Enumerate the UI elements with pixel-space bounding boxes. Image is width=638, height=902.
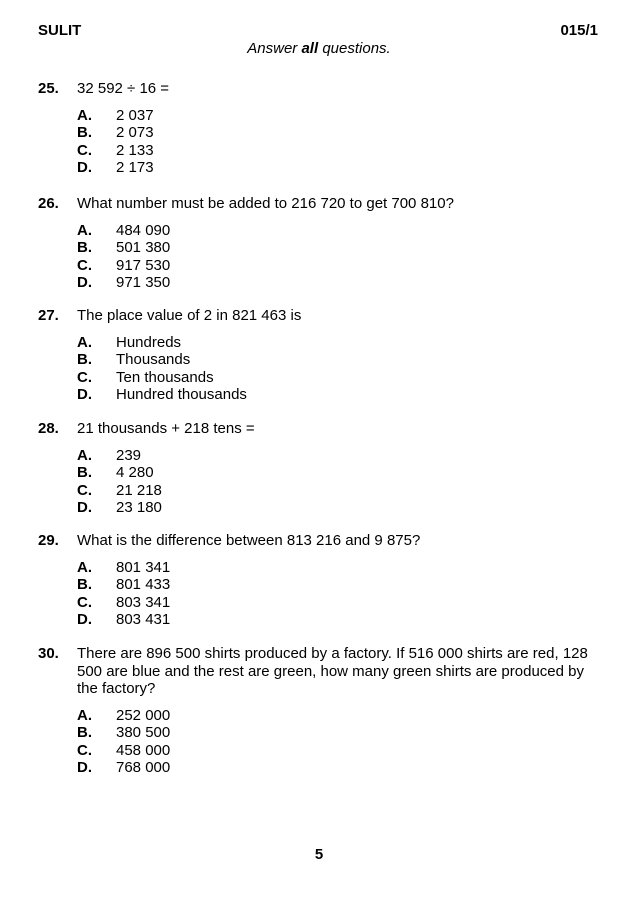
question-25 bbox=[38, 80, 604, 177]
instruction-bold: all bbox=[301, 40, 319, 57]
question-number: 26. bbox=[38, 195, 59, 212]
question-30 bbox=[38, 645, 604, 777]
option-a[interactable]: A. 239 bbox=[77, 446, 142, 464]
question-text: What number must be added to 216 720 to get 700 810? bbox=[77, 195, 454, 212]
option-c[interactable]: C. 21 218 bbox=[77, 481, 162, 499]
header-paper-code: 015/1 bbox=[560, 22, 598, 39]
options-list bbox=[77, 707, 604, 777]
question-29 bbox=[38, 532, 604, 629]
option-a[interactable]: A. 801 341 bbox=[77, 558, 171, 576]
question-number: 28. bbox=[38, 420, 59, 437]
option-b[interactable]: B. 4 280 bbox=[77, 464, 154, 481]
question-text: There are 896 500 shirts produced by a factory. If 516 000 shirts are red, 128 500 are blue and the rest are green, how many green shirts are produced by the factory? bbox=[77, 645, 588, 697]
options-list bbox=[77, 559, 604, 629]
options-list bbox=[77, 334, 604, 404]
option-d[interactable]: D. 2 173 bbox=[77, 159, 154, 176]
question-number: 27. bbox=[38, 307, 59, 324]
question-text: 21 thousands + 218 tens = bbox=[77, 420, 255, 437]
option-c[interactable]: C. 2 133 bbox=[77, 141, 154, 159]
option-b[interactable]: B. 801 433 bbox=[77, 576, 171, 593]
question-27 bbox=[38, 307, 604, 404]
option-c[interactable]: C. 803 341 bbox=[77, 593, 171, 611]
option-c[interactable]: C. 917 530 bbox=[77, 256, 171, 274]
question-text: The place value of 2 in 821 463 is bbox=[77, 307, 302, 324]
page-number: 5 bbox=[314, 846, 324, 863]
option-b[interactable]: B. 380 500 bbox=[77, 724, 171, 741]
option-d[interactable]: D. 803 431 bbox=[77, 611, 171, 628]
option-b[interactable]: B. 501 380 bbox=[77, 239, 171, 256]
option-d[interactable]: D. Hundred thousands bbox=[77, 386, 247, 403]
option-c[interactable]: C. 458 000 bbox=[77, 741, 171, 759]
option-c[interactable]: C. Ten thousands bbox=[77, 368, 214, 386]
option-a[interactable]: A. 252 000 bbox=[77, 706, 171, 724]
option-a[interactable]: A. 484 090 bbox=[77, 221, 171, 239]
option-a[interactable]: A. 2 037 bbox=[77, 106, 154, 124]
question-number: 30. bbox=[38, 645, 59, 662]
options-list bbox=[77, 107, 604, 177]
option-b[interactable]: B. 2 073 bbox=[77, 124, 154, 141]
option-d[interactable]: D. 768 000 bbox=[77, 759, 171, 776]
option-d[interactable]: D. 971 350 bbox=[77, 274, 171, 291]
question-28 bbox=[38, 420, 604, 517]
question-number: 25. bbox=[38, 80, 59, 97]
question-number: 29. bbox=[38, 532, 59, 549]
header-sulit: SULIT bbox=[38, 22, 82, 39]
options-list bbox=[77, 222, 604, 292]
question-text: 32 592 ÷ 16 = bbox=[77, 80, 170, 97]
question-26 bbox=[38, 195, 604, 292]
question-text: What is the difference between 813 216 and 9 875? bbox=[77, 532, 421, 549]
option-b[interactable]: B. Thousands bbox=[77, 351, 191, 368]
options-list bbox=[77, 447, 604, 517]
option-d[interactable]: D. 23 180 bbox=[77, 499, 162, 516]
instruction: Answer all questions. bbox=[247, 40, 391, 57]
option-a[interactable]: A. Hundreds bbox=[77, 333, 182, 351]
